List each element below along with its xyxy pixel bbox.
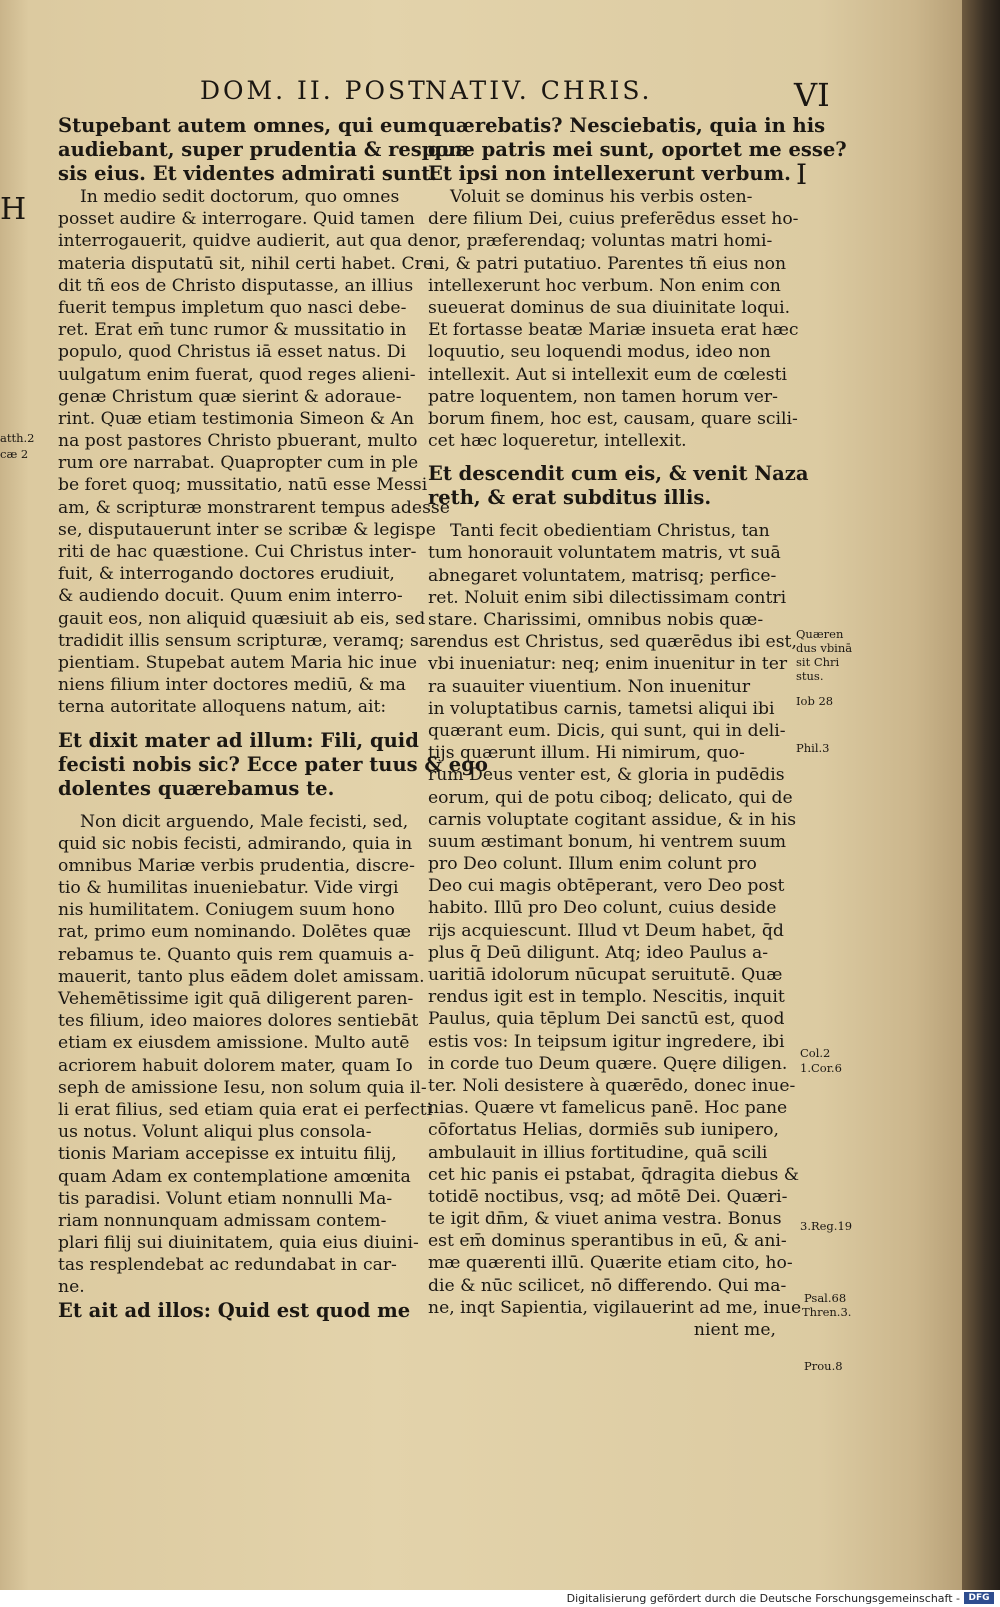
- text-line: nient me,: [693, 1320, 776, 1340]
- text-line: am, & scripturæ monstrarent tempus adesse: [58, 497, 450, 518]
- text-line: Et ipsi non intellexerunt verbum.: [428, 162, 791, 185]
- paragraph-gap: [58, 719, 406, 729]
- margin-note: stus.: [796, 669, 824, 683]
- margin-note: 1.Cor.6: [800, 1061, 842, 1075]
- text-line: be foret quoq; mussitatio, natū esse Messi: [58, 475, 428, 496]
- paragraph-gap: [428, 510, 776, 520]
- text-line: in corde tuo Deum quære. Quęre diligen.: [428, 1053, 788, 1074]
- text-line: Stupebant autem omnes, qui eum: [58, 114, 428, 137]
- text-line: audiebant, super prudentia & respon: [58, 138, 463, 161]
- text-line: intellexit. Aut si intellexit eum de cœlesti: [428, 364, 787, 385]
- footer-credit: Digitalisierung gefördert durch die Deutsche Forschungsgemeinschaft -: [566, 1592, 960, 1605]
- text-line: & audiendo docuit. Quum enim interro-: [58, 586, 403, 607]
- paragraph-gap: [58, 801, 406, 811]
- text-line: niens filium inter doctores mediū, & ma: [58, 675, 406, 696]
- text-line: estis vos: In teipsum igitur ingredere, ibi: [428, 1031, 785, 1052]
- text-line: dit tñ eos de Christo disputasse, an illius: [58, 275, 414, 296]
- text-line: carnis voluptate cogitant assidue, & in his: [428, 809, 797, 830]
- margin-ref-left-1: atth.2: [0, 431, 35, 445]
- text-line: li erat filius, sed etiam quia erat ei perfecti: [58, 1099, 433, 1120]
- text-line: us notus. Volunt aliqui plus consola-: [58, 1122, 372, 1143]
- text-line: omnibus Mariæ verbis prudentia, discre-: [58, 855, 415, 876]
- text-line: ne.: [58, 1277, 85, 1298]
- text-line: Voluit se dominus his verbis osten-: [450, 187, 753, 207]
- text-line: in voluptatibus carnis, tametsi aliqui ibi: [428, 698, 775, 719]
- text-line: tas resplendebat ac redundabat in car-: [58, 1255, 397, 1276]
- text-line: rat, primo eum nominando. Dolētes quæ: [58, 922, 412, 943]
- text-line: te igit dn̄m, & viuet anima vestra. Bonus: [428, 1209, 782, 1230]
- text-line: interrogauerit, quidve audierit, aut qua de: [58, 231, 429, 252]
- text-line: rum Deus venter est, & gloria in pudēdis: [428, 765, 785, 786]
- text-line: loquutio, seu loquendi modus, ideo non: [428, 342, 771, 363]
- text-line: sis eius. Et videntes admirati sunt.: [58, 162, 438, 185]
- margin-note: Phil.3: [796, 741, 830, 755]
- text-line: patre loquentem, non tamen horum ver-: [428, 386, 778, 407]
- text-line: plari filij sui diuinitatem, quia eius diuini-: [58, 1233, 419, 1254]
- text-line: ret. Noluit enim sibi dilectissimam contri: [428, 587, 787, 608]
- text-line: rijs acquiescunt. Illud vt Deum habet, q̄d: [428, 920, 784, 941]
- text-line: Tanti fecit obedientiam Christus, tan: [450, 521, 770, 542]
- text-line: etiam ex eiusdem amissione. Multo autē: [58, 1033, 410, 1054]
- text-line: Et ait ad illos: Quid est quod me: [58, 1298, 411, 1322]
- margin-note: 3.Reg.19: [800, 1219, 853, 1233]
- text-line: fecisti nobis sic? Ecce pater tuus & ego: [58, 752, 488, 776]
- text-line: uulgatum enim fuerat, quod reges alieni-: [58, 364, 416, 385]
- text-line: quærant eum. Dicis, qui sunt, qui in deli-: [428, 720, 786, 741]
- text-line: acriorem habuit dolorem mater, quam Io: [58, 1055, 413, 1076]
- text-line: rendus est Christus, sed quærēdus ibi est,: [428, 632, 797, 653]
- text-line: die & nūc scilicet, nō differendo. Qui ma-: [428, 1275, 787, 1296]
- text-line: pientiam. Stupebat autem Maria hic inue: [58, 652, 418, 673]
- text-line: fuerit tempus impletum quo nasci debe-: [58, 297, 407, 318]
- text-line: quærebatis? Nesciebatis, quia in his: [428, 114, 826, 137]
- text-line: tijs quærunt illum. Hi nimirum, quo-: [428, 743, 745, 764]
- text-line: Et fortasse beatæ Mariæ insueta erat hæc: [428, 320, 799, 341]
- text-line: Et descendit cum eis, & venit Naza: [428, 462, 809, 486]
- text-line: sueuerat dominus de sua diuinitate loqui.: [428, 297, 791, 318]
- text-line: terna autoritate alloquens natum, ait:: [58, 697, 387, 718]
- text-line: rebamus te. Quanto quis rem quamuis a-: [58, 944, 415, 965]
- text-line: gauit eos, non aliquid quæsiuit ab eis, sed: [58, 608, 426, 629]
- text-line: In medio sedit doctorum, quo omnes: [80, 187, 400, 207]
- margin-note: Prou.8: [804, 1359, 843, 1373]
- text-line: Paulus, quia tēplum Dei sanctū est, quod: [428, 1009, 785, 1030]
- margin-letter-left: H: [0, 192, 27, 227]
- text-line: materia disputatū sit, nihil certi habet. Cre: [58, 253, 434, 274]
- text-line: habito. Illū pro Deo colunt, cuius deside: [428, 898, 777, 919]
- margin-note: Thren.3.: [802, 1305, 852, 1319]
- text-line: eorum, qui de potu ciboq; delicato, qui de: [428, 787, 793, 808]
- text-line: Non dicit arguendo, Male fecisti, sed,: [80, 811, 409, 832]
- text-line: borum finem, hoc est, causam, quare scili-: [428, 408, 798, 429]
- text-line: dolentes quærebamus te.: [58, 776, 335, 800]
- text-line: dere filium Dei, cuius preferēdus esset ho-: [428, 209, 799, 230]
- margin-note: Quæren: [796, 627, 844, 641]
- text-line: riti de hac quæstione. Cui Christus inter-: [58, 542, 417, 562]
- text-line: tes filium, ideo maiores dolores sentiebāt: [58, 1011, 419, 1032]
- text-line: ret. Erat em̄ tunc rumor & mussitatio in: [58, 320, 407, 341]
- margin-ref-left-2: cæ 2: [0, 447, 29, 461]
- margin-note: Col.2: [800, 1046, 831, 1060]
- text-line: se, disputauerunt inter se scribæ & legispe: [58, 519, 436, 540]
- text-line: ra suauiter viuentium. Non inuenitur: [428, 676, 751, 697]
- text-line: seph de amissione Iesu, non solum quia il-: [58, 1077, 427, 1098]
- text-line: nias. Quære vt famelicus panē. Hoc pane: [428, 1098, 788, 1119]
- paragraph-gap: [428, 452, 776, 462]
- text-line: Deo cui magis obtēperant, vero Deo post: [428, 876, 785, 897]
- text-line: rint. Quæ etiam testimonia Simeon & An: [58, 408, 415, 429]
- margin-numeral: I: [796, 158, 808, 191]
- margin-note: dus vbinā: [796, 641, 853, 655]
- text-line: tum honorauit voluntatem matris, vt suā: [428, 543, 781, 564]
- text-line: quid sic nobis fecisti, admirando, quia in: [58, 833, 413, 854]
- text-line: tradidit illis sensum scripturæ, veramq; sa: [58, 630, 430, 651]
- running-head-left: DOM. II. POST: [200, 76, 428, 105]
- book-edge: [962, 0, 1000, 1590]
- text-line: plus q̄ Deū diligunt. Atq; ideo Paulus a-: [428, 942, 769, 963]
- text-line: pro Deo colunt. Illum enim colunt pro: [428, 854, 757, 875]
- text-line: est em̄ dominus sperantibus in eū, & ani-: [428, 1231, 787, 1252]
- footer-bar: [0, 1590, 1000, 1607]
- text-line: rum ore narrabat. Quapropter cum in ple: [58, 453, 419, 474]
- text-line: mæ quærenti illū. Quærite etiam cito, ho-: [428, 1253, 793, 1274]
- text-line: cōfortatus Helias, dormiēs sub iunipero,: [428, 1120, 779, 1141]
- text-line: ne, inqt Sapientia, vigilauerint ad me, inue: [428, 1297, 802, 1318]
- text-line: quæ patris mei sunt, oportet me esse?: [428, 138, 847, 161]
- margin-note: Psal.68: [804, 1291, 847, 1305]
- text-line: mauerit, tanto plus eādem dolet amissam.: [58, 966, 425, 987]
- text-line: Vehemētissime igit quā diligerent paren-: [58, 989, 414, 1009]
- text-line: tis paradisi. Volunt etiam nonnulli Ma-: [58, 1188, 393, 1209]
- text-line: populo, quod Christus iā esset natus. Di: [58, 342, 406, 363]
- text-line: riam nonnunquam admissam contem-: [58, 1210, 387, 1231]
- text-line: na post pastores Christo pbuerant, multo: [58, 431, 418, 452]
- text-line: suum æstimant bonum, hi ventrem suum: [428, 831, 787, 852]
- text-line: fuit, & interrogando doctores erudiuit,: [58, 564, 395, 585]
- margin-note: sit Chri: [796, 655, 840, 669]
- running-head-right: NATIV. CHRIS.: [425, 76, 653, 105]
- text-line: reth, & erat subditus illis.: [428, 486, 712, 510]
- text-line: quam Adam ex contemplatione amœnita: [58, 1166, 411, 1187]
- text-line: nis humilitatem. Coniugem suum hono: [58, 900, 395, 921]
- text-line: rendus igit est in templo. Nescitis, inquit: [428, 987, 785, 1008]
- folio-number: VI: [794, 76, 830, 114]
- text-line: nor, præferendaq; voluntas matri homi-: [428, 231, 773, 252]
- text-line: totidē noctibus, vsq; ad mōtē Dei. Quæri-: [428, 1186, 788, 1207]
- text-line: Et dixit mater ad illum: Fili, quid: [58, 728, 419, 752]
- margin-note: Iob 28: [796, 694, 834, 708]
- text-line: cet hæc loqueretur, intellexit.: [428, 431, 687, 452]
- text-line: abnegaret voluntatem, matrisq; perfice-: [428, 565, 777, 586]
- text-line: stare. Charissimi, omnibus nobis quæ-: [428, 610, 764, 630]
- text-line: cet hic panis ei pstabat, q̄dragita diebus &: [428, 1164, 800, 1185]
- text-line: genæ Christum quæ sierint & adoraue-: [58, 386, 402, 407]
- text-line: uaritiā idolorum nūcupat seruitutē. Quæ: [428, 965, 783, 985]
- text-line: ni, & patri putatiuo. Parentes tñ eius non: [428, 253, 787, 274]
- text-line: vbi inueniatur: neq; enim inuenitur in ter: [428, 654, 788, 675]
- text-line: ter. Noli desistere à quærēdo, donec inue-: [428, 1075, 796, 1096]
- left-text-column: [58, 114, 488, 1323]
- text-line: tio & humilitas inueniebatur. Vide virgi: [58, 878, 399, 899]
- text-line: posset audire & interrogare. Quid tamen: [58, 209, 415, 230]
- dfg-logo: DFG: [964, 1592, 994, 1604]
- text-line: intellexerunt hoc verbum. Non enim con: [428, 275, 781, 296]
- text-line: tionis Mariam accepisse ex intuitu filij,: [58, 1144, 397, 1165]
- text-line: ambulauit in illius fortitudine, quā scili: [428, 1142, 768, 1163]
